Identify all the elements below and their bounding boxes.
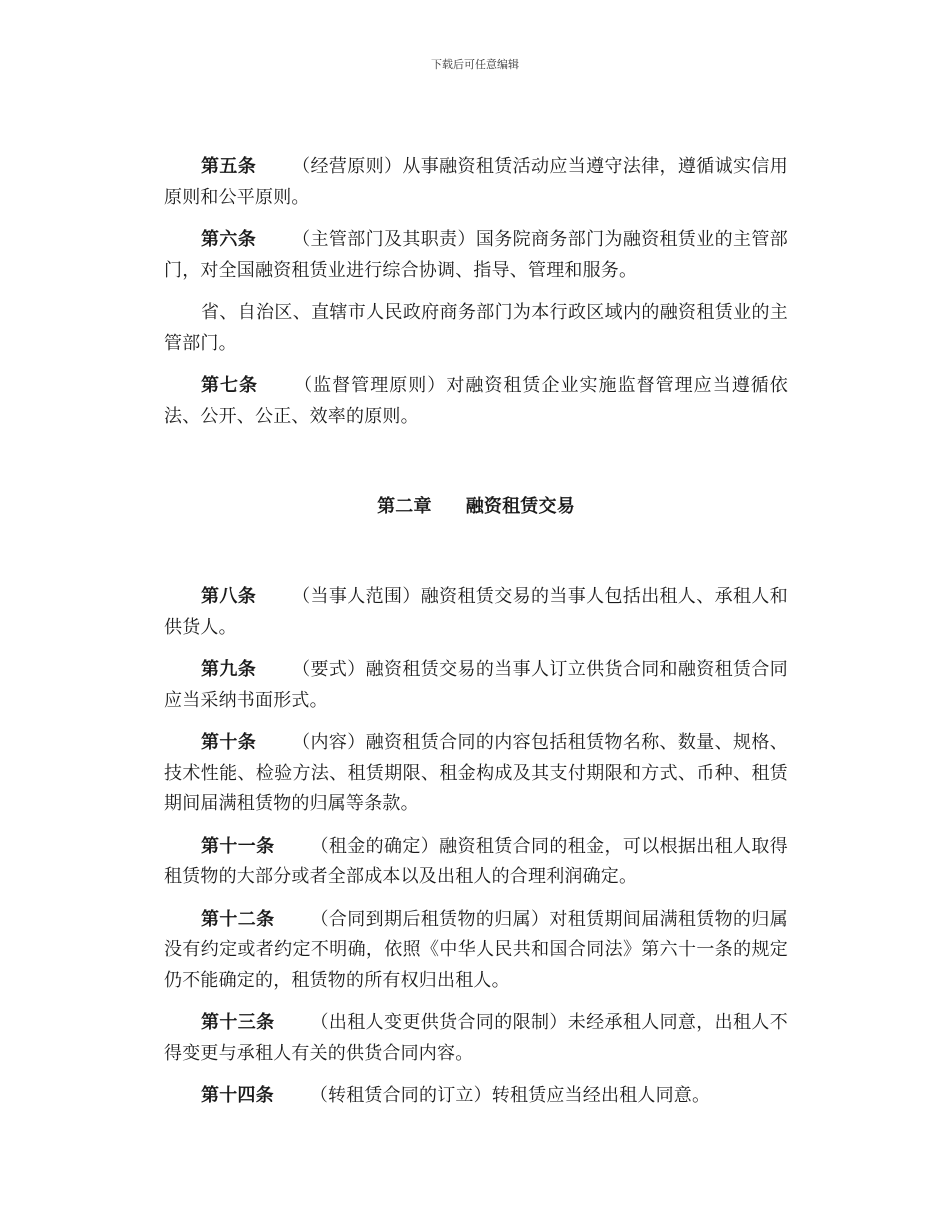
article-number: 第十四条 [201,1085,274,1106]
article-text: （转租赁合同的订立）转租赁应当经出租人同意。 [309,1085,711,1106]
article-number: 第九条 [201,659,257,680]
article-number: 第五条 [201,156,257,177]
article-9 [164,655,788,716]
article-8 [164,582,788,643]
article-text: （合同到期后租赁物的归属）对租赁期间届满租赁物的归属没有约定或者约定不明确，依照《中华人民共和国合同法》第六十一条的规定仍不能确定的，租赁物的所有权归出租人。 [164,908,788,991]
article-5 [164,152,788,213]
article-text: （内容）融资租赁合同的内容包括租赁物名称、数量、规格、技术性能、检验方法、租赁期限、租金构成及其支付期限和方式、币种、租赁期间届满租赁物的归属等条款。 [164,732,788,814]
chapter-title: 融资租赁交易 [465,496,575,517]
article-6 [164,225,788,286]
article-13 [164,1008,788,1069]
article-14 [164,1081,788,1112]
article-number: 第八条 [201,586,257,607]
chapter-heading [164,492,788,522]
article-text: （出租人变更供货合同的限制）未经承租人同意，出租人不得变更与承租人有关的供货合同内容。 [164,1012,788,1064]
article-number: 第六条 [201,229,257,250]
article-number: 第十二条 [201,908,275,930]
article-number: 第十三条 [201,1012,275,1033]
article-7 [164,371,788,432]
article-6-paragraph-2 [164,298,788,359]
article-number: 第十条 [201,732,257,753]
article-number: 第十一条 [201,835,275,857]
article-10 [164,728,788,820]
document-body [164,152,788,1124]
chapter-number: 第二章 [377,496,432,517]
article-text: （租金的确定）融资租赁合同的租金，可以根据出租人取得租赁物的大部分或者全部成本以及出租人的合理利润确定。 [164,835,788,887]
article-11 [164,832,788,893]
page-header: 下载后可任意编辑 [431,58,519,71]
article-12 [164,905,788,997]
article-text: （监督管理原则）对融资租赁企业实施监督管理应当遵循依法、公开、公正、效率的原则。 [164,375,788,427]
article-text: （要式）融资租赁交易的当事人订立供货合同和融资租赁合同应当采纳书面形式。 [164,659,788,711]
article-text: （当事人范围）融资租赁交易的当事人包括出租人、承租人和供货人。 [164,586,788,638]
article-text: 省、自治区、直辖市人民政府商务部门为本行政区域内的融资租赁业的主管部门。 [164,302,788,354]
article-text: （经营原则）从事融资租赁活动应当遵守法律，遵循诚实信用原则和公平原则。 [164,156,788,208]
article-text: （主管部门及其职责）国务院商务部门为融资租赁业的主管部门，对全国融资租赁业进行综合协调、指导、管理和服务。 [164,229,788,281]
article-number: 第七条 [201,375,259,396]
